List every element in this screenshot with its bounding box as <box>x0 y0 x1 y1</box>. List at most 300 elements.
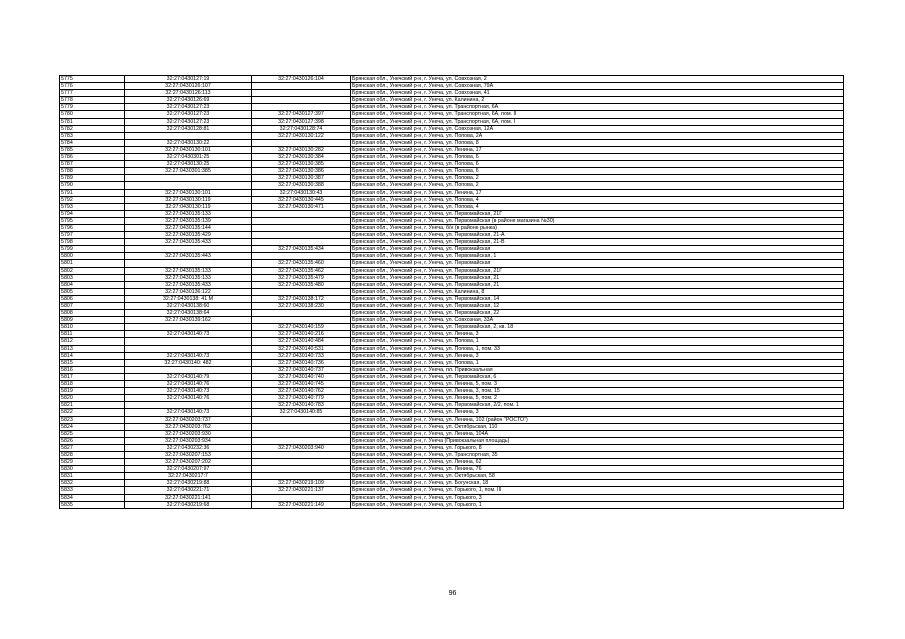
object-number-cell <box>252 104 351 111</box>
row-number-cell: 5833 <box>60 487 125 494</box>
row-number-cell: 5788 <box>60 168 125 175</box>
address-cell: Брянская обл., Унечский р-н, г. Унеча, ул. Ленина, 76 <box>351 466 844 473</box>
address-cell: Брянская обл., Унечский р-н, г. Унеча, ул. Попова, 4 <box>351 196 844 203</box>
table-row <box>60 437 844 444</box>
object-number-cell: 32:27:0430135:462 <box>252 267 351 274</box>
table-row <box>60 146 844 153</box>
row-number-cell: 5821 <box>60 402 125 409</box>
row-number-cell: 5809 <box>60 317 125 324</box>
object-number-cell: 32:27:0430128:74 <box>252 125 351 132</box>
object-number-cell <box>252 210 351 217</box>
table-row <box>60 203 844 210</box>
table-row <box>60 182 844 189</box>
table-row <box>60 494 844 501</box>
row-number-cell: 5793 <box>60 203 125 210</box>
address-cell: Брянская обл., Унечский р-н, г. Унеча, ул. Первомайская, 21-В <box>351 239 844 246</box>
object-number-cell <box>252 423 351 430</box>
object-number-cell <box>252 416 351 423</box>
row-number-cell: 5811 <box>60 331 125 338</box>
object-number-cell: 32:27:0430140:159 <box>252 324 351 331</box>
address-cell: Брянская обл., Унечский р-н, г. Унеча, ул. Богунская, 18 <box>351 480 844 487</box>
row-number-cell: 5834 <box>60 494 125 501</box>
row-number-cell: 5797 <box>60 232 125 239</box>
address-cell: Брянская обл., Унечский р-н, г. Унеча, ул. Ленина, 3 <box>351 409 844 416</box>
row-number-cell: 5775 <box>60 76 125 83</box>
cadastral-number-cell: 32:27:0430135:144 <box>125 224 252 231</box>
object-number-cell <box>252 437 351 444</box>
address-cell: Брянская обл., Унечский р-н, г. Унеча, б/н (в районе рынка) <box>351 224 844 231</box>
cadastral-number-cell <box>125 260 252 267</box>
object-number-cell <box>252 253 351 260</box>
object-number-cell: 32:27:0430130:384 <box>252 154 351 161</box>
cadastral-number-cell: 32:27:0430232:36 <box>125 444 252 451</box>
table-row <box>60 352 844 359</box>
row-number-cell: 5826 <box>60 437 125 444</box>
object-number-cell <box>252 317 351 324</box>
address-cell: Брянская обл., Унечский р-н, г. Унеча, ул. Ленина, 3, пом. 15 <box>351 388 844 395</box>
address-cell: Брянская обл., Унечский р-н, г. Унеча, ул. Ленина, 62 <box>351 459 844 466</box>
object-number-cell: 32:27:0430221:137 <box>252 487 351 494</box>
table-row <box>60 76 844 83</box>
table-row <box>60 83 844 90</box>
object-number-cell: 32:27:0430140:216 <box>252 331 351 338</box>
table-row <box>60 444 844 451</box>
address-cell: Брянская обл., Унечский р-н, г. Унеча, ул. Первомайская, 21Г <box>351 267 844 274</box>
address-cell: Брянская обл., Унечский р-н, г. Унеча, ул. Совхозная, 2 <box>351 76 844 83</box>
object-number-cell: 32:27:0430127:398 <box>252 118 351 125</box>
cadastral-number-cell: 32:27:0430126:69 <box>125 97 252 104</box>
row-number-cell: 5825 <box>60 430 125 437</box>
cadastral-number-cell: 32:27:0430130:101 <box>125 189 252 196</box>
address-cell: Брянская обл., Унечский р-н, г. Унеча, ул. Попова, 2 <box>351 175 844 182</box>
object-number-cell: 32:27:0430140:783 <box>252 402 351 409</box>
cadastral-number-cell: 32:27:0430126:107 <box>125 83 252 90</box>
row-number-cell: 5830 <box>60 466 125 473</box>
table-row <box>60 317 844 324</box>
address-cell: Брянская обл., Унечский р-н, г. Унеча, ул. Ленина, 5, пом. 2 <box>351 395 844 402</box>
table-row <box>60 189 844 196</box>
address-cell: Брянская обл., Унечский р-н, г. Унеча, ул. Первомайская, 22 <box>351 310 844 317</box>
row-number-cell: 5800 <box>60 253 125 260</box>
object-number-cell: 32:27:0430135:434 <box>252 246 351 253</box>
table-row <box>60 423 844 430</box>
cadastral-number-cell: 32:27:0430140:76 <box>125 381 252 388</box>
object-number-cell <box>252 83 351 90</box>
row-number-cell: 5792 <box>60 196 125 203</box>
cadastral-number-cell <box>125 132 252 139</box>
object-number-cell: 32:27:0430140:740 <box>252 373 351 380</box>
page-number: 96 <box>448 590 457 597</box>
row-number-cell: 5805 <box>60 288 125 295</box>
row-number-cell: 5795 <box>60 217 125 224</box>
address-cell: Брянская обл., Унечский р-н, г. Унеча, ул. Горького, 1, пом. III <box>351 487 844 494</box>
row-number-cell: 5813 <box>60 345 125 352</box>
row-number-cell: 5777 <box>60 90 125 97</box>
row-number-cell: 5801 <box>60 260 125 267</box>
table-row <box>60 217 844 224</box>
address-cell: Брянская обл., Унечский р-н, г. Унеча, ул. Совхозная, 33А <box>351 317 844 324</box>
address-cell: Брянская обл., Унечский р-н, г. Унеча, ул. Октябрьская, 58 <box>351 473 844 480</box>
cadastral-number-cell: 32:27:0430128:81 <box>125 125 252 132</box>
object-number-cell: 32:27:0430203:940 <box>252 444 351 451</box>
table-row <box>60 210 844 217</box>
address-cell: Брянская обл., Унечский р-н, г. Унеча, ул. Калинина, 2 <box>351 97 844 104</box>
cadastral-number-cell: 32:27:0430221:71 <box>125 487 252 494</box>
table-row <box>60 274 844 281</box>
object-number-cell <box>252 139 351 146</box>
cadastral-number-cell: 32:27:0430135:133 <box>125 274 252 281</box>
address-cell: Брянская обл., Унечский р-н, г. Унеча, ул. Попова, 6 <box>351 154 844 161</box>
table-row <box>60 168 844 175</box>
row-number-cell: 5779 <box>60 104 125 111</box>
cadastral-number-cell: 32:27:0430301:385 <box>125 168 252 175</box>
object-number-cell: 32:27:0430219:109 <box>252 480 351 487</box>
address-cell: Брянская обл., Унечский р-н, г. Унеча, ул. Первомайская, 21 <box>351 281 844 288</box>
table-row <box>60 118 844 125</box>
address-cell: Брянская обл., Унечский р-н, г. Унеча, ул. Попова, 6 <box>351 168 844 175</box>
cadastral-number-cell: 32:27:0430139:162 <box>125 317 252 324</box>
table-row <box>60 366 844 373</box>
table-row <box>60 253 844 260</box>
table-row <box>60 90 844 97</box>
address-cell: Брянская обл., Унечский р-н, г. Унеча, ул. Попова, 1, пом. 33 <box>351 345 844 352</box>
cadastral-number-cell: 32:27:0430301:25 <box>125 154 252 161</box>
row-number-cell: 5781 <box>60 118 125 125</box>
cadastral-number-cell: 32:27:0430207:97 <box>125 466 252 473</box>
table-row <box>60 345 844 352</box>
cadastral-number-cell <box>125 338 252 345</box>
cadastral-number-cell <box>125 246 252 253</box>
address-cell: Брянская обл., Унечский р-н, г. Унеча, ул. Совхозная, 79А <box>351 83 844 90</box>
table-row <box>60 303 844 310</box>
table-row <box>60 175 844 182</box>
object-number-cell <box>252 239 351 246</box>
object-number-cell <box>252 288 351 295</box>
address-cell: Брянская обл., Унечский р-н, г. Унеча, ул. Попова, 2 <box>351 182 844 189</box>
table-row <box>60 451 844 458</box>
cadastral-number-cell: 32:27:0430138: 41 М <box>125 295 252 302</box>
address-cell: Брянская обл., Унечский р-н, г. Унеча, ул. Первомайская (в районе магазина №30) <box>351 217 844 224</box>
address-cell: Брянская обл., Унечский р-н, г. Унеча, ул. Транспортная, 6А, пом. I <box>351 118 844 125</box>
object-number-cell <box>252 224 351 231</box>
table-row <box>60 295 844 302</box>
cadastral-number-cell: 32:27:0430203:762 <box>125 423 252 430</box>
object-number-cell: 32:27:0430221:149 <box>252 501 351 508</box>
row-number-cell: 5798 <box>60 239 125 246</box>
row-number-cell: 5824 <box>60 423 125 430</box>
object-number-cell: 32:27:0430130:388 <box>252 182 351 189</box>
table-row <box>60 466 844 473</box>
table-row <box>60 260 844 267</box>
registry-table <box>59 75 844 509</box>
table-row <box>60 288 844 295</box>
row-number-cell: 5823 <box>60 416 125 423</box>
row-number-cell: 5780 <box>60 111 125 118</box>
object-number-cell: 32:27:0430138:172 <box>252 295 351 302</box>
cadastral-number-cell: 32:27:0430126:113 <box>125 90 252 97</box>
object-number-cell: 32:27:0430140:736 <box>252 359 351 366</box>
table-row <box>60 430 844 437</box>
object-number-cell: 32:27:0430140:762 <box>252 388 351 395</box>
object-number-cell: 32:27:0430140:531 <box>252 345 351 352</box>
cadastral-number-cell: 32:27:0430140:73 <box>125 352 252 359</box>
cadastral-number-cell: 32:27:0430130:119 <box>125 196 252 203</box>
address-cell: Брянская обл., Унечский р-н, г. Унеча, ул. Первомайская, 21 <box>351 274 844 281</box>
row-number-cell: 5784 <box>60 139 125 146</box>
row-number-cell: 5807 <box>60 303 125 310</box>
row-number-cell: 5835 <box>60 501 125 508</box>
object-number-cell: 32:27:0430130:471 <box>252 203 351 210</box>
row-number-cell: 5799 <box>60 246 125 253</box>
table-row <box>60 416 844 423</box>
row-number-cell: 5787 <box>60 161 125 168</box>
address-cell: Брянская обл., Унечский р-н, г. Унеча, ул. Транспортная, 6А <box>351 104 844 111</box>
object-number-cell: 32:27:0430130:445 <box>252 196 351 203</box>
cadastral-number-cell: 32:27:0430138:64 <box>125 310 252 317</box>
table-row <box>60 125 844 132</box>
table-row <box>60 459 844 466</box>
address-cell: Брянская обл., Унечский р-н, г. Унеча, ул. Попова, 2А <box>351 132 844 139</box>
object-number-cell: 32:27:0430130:385 <box>252 161 351 168</box>
table-row <box>60 246 844 253</box>
object-number-cell: 32:27:0430130:122 <box>252 132 351 139</box>
object-number-cell: 32:27:0430135:480 <box>252 281 351 288</box>
object-number-cell: 32:27:0430140:484 <box>252 338 351 345</box>
row-number-cell: 5789 <box>60 175 125 182</box>
row-number-cell: 5829 <box>60 459 125 466</box>
cadastral-number-cell: 32:27:0430140:73 <box>125 388 252 395</box>
table-row <box>60 139 844 146</box>
object-number-cell: 32:27:0430126:104 <box>252 76 351 83</box>
table-row <box>60 132 844 139</box>
cadastral-number-cell: 32:27:0430135:429 <box>125 232 252 239</box>
row-number-cell: 5802 <box>60 267 125 274</box>
object-number-cell <box>252 473 351 480</box>
row-number-cell: 5815 <box>60 359 125 366</box>
address-cell: Брянская обл., Унечский р-н, г. Унеча, ул. Попова, 1 <box>351 359 844 366</box>
cadastral-number-cell: 32:27:0430217:7 <box>125 473 252 480</box>
table-row <box>60 224 844 231</box>
address-cell: Брянская обл., Унечский р-н, г. Унеча, ул. Первомайская, 2/2, пом. 1 <box>351 402 844 409</box>
address-cell: Брянская обл., Унечский р-н, г. Унеча, пл. Привокзальная <box>351 366 844 373</box>
table-row <box>60 161 844 168</box>
object-number-cell <box>252 494 351 501</box>
address-cell: Брянская обл., Унечский р-н, г. Унеча, ул. Ленина, 3 <box>351 331 844 338</box>
cadastral-number-cell: 32:27:0430135:433 <box>125 281 252 288</box>
address-cell: Брянская обл., Унечский р-н, г. Унеча, ул. Первомайская, 2, кв. 18 <box>351 324 844 331</box>
address-cell: Брянская обл., Унечский р-н, г. Унеча, ул. Первомайская, 21Г <box>351 210 844 217</box>
row-number-cell: 5828 <box>60 451 125 458</box>
cadastral-number-cell: 32:27:0430140:73 <box>125 331 252 338</box>
address-cell: Брянская обл., Унечский р-н, г. Унеча, ул. Горького, 1 <box>351 501 844 508</box>
address-cell: Брянская обл., Унечский р-н, г. Унеча, ул. Попова, 8 <box>351 139 844 146</box>
address-cell: Брянская обл., Унечский р-н, г. Унеча, ул. Совхозная, 12А <box>351 125 844 132</box>
cadastral-number-cell: 32:27:0430135:433 <box>125 239 252 246</box>
row-number-cell: 5808 <box>60 310 125 317</box>
table-row <box>60 487 844 494</box>
cadastral-number-cell: 32:27:0430135:133 <box>125 210 252 217</box>
address-cell: Брянская обл., Унечский р-н, г. Унеча, ул. Горького, 8 <box>351 444 844 451</box>
cadastral-number-cell: 32:27:0430138:60 <box>125 303 252 310</box>
row-number-cell: 5810 <box>60 324 125 331</box>
object-number-cell: 32:27:0430130:43 <box>252 189 351 196</box>
table-row <box>60 331 844 338</box>
row-number-cell: 5804 <box>60 281 125 288</box>
object-number-cell: 32:27:0430140:745 <box>252 381 351 388</box>
table-row <box>60 111 844 118</box>
object-number-cell: 32:27:0430140:779 <box>252 395 351 402</box>
cadastral-number-cell: 32:27:0430127:19 <box>125 76 252 83</box>
table-row <box>60 381 844 388</box>
cadastral-number-cell: 32:27:0430127:23 <box>125 111 252 118</box>
object-number-cell: 32:27:0430135:479 <box>252 274 351 281</box>
address-cell: Брянская обл., Унечский р-н, г. Унеча, ул. Ленина, 102 (район "РОСТО") <box>351 416 844 423</box>
object-number-cell: 32:27:0430140:737 <box>252 366 351 373</box>
table-row <box>60 409 844 416</box>
row-number-cell: 5819 <box>60 388 125 395</box>
table-row <box>60 154 844 161</box>
cadastral-number-cell <box>125 182 252 189</box>
object-number-cell <box>252 232 351 239</box>
table-row <box>60 232 844 239</box>
cadastral-number-cell: 32:27:0430203:930 <box>125 430 252 437</box>
address-cell: Брянская обл., Унечский р-н, г. Унеча, ул. Горького, 3 <box>351 494 844 501</box>
object-number-cell <box>252 217 351 224</box>
address-cell: Брянская обл., Унечский р-н, г. Унеча, ул. Ленина, 104А <box>351 430 844 437</box>
row-number-cell: 5794 <box>60 210 125 217</box>
row-number-cell: 5790 <box>60 182 125 189</box>
object-number-cell <box>252 97 351 104</box>
cadastral-number-cell: 32:27:0430130:22 <box>125 139 252 146</box>
row-number-cell: 5783 <box>60 132 125 139</box>
row-number-cell: 5817 <box>60 373 125 380</box>
table-row <box>60 395 844 402</box>
object-number-cell <box>252 310 351 317</box>
row-number-cell: 5827 <box>60 444 125 451</box>
object-number-cell: 32:27:0430130:387 <box>252 175 351 182</box>
cadastral-number-cell: 32:27:0430135:443 <box>125 253 252 260</box>
object-number-cell <box>252 459 351 466</box>
address-cell: Брянская обл., Унечский р-н, г. Унеча, ул. Ленина, 3 <box>351 352 844 359</box>
object-number-cell: 32:27:0430130:282 <box>252 146 351 153</box>
object-number-cell: 32:27:0430140:85 <box>252 409 351 416</box>
address-cell: Брянская обл., Унечский р-н, г. Унеча, ул. Первомайская, 1 <box>351 253 844 260</box>
row-number-cell: 5791 <box>60 189 125 196</box>
table-row <box>60 324 844 331</box>
cadastral-number-cell <box>125 175 252 182</box>
address-cell: Брянская обл., Унечский р-н, г. Унеча, ул. Ленина, 17 <box>351 189 844 196</box>
row-number-cell: 5818 <box>60 381 125 388</box>
address-cell: Брянская обл., Унечский р-н, г. Унеча, ул. Первомайская <box>351 246 844 253</box>
object-number-cell: 32:27:0430140:733 <box>252 352 351 359</box>
cadastral-number-cell: 32:27:0430203:737 <box>125 416 252 423</box>
cadastral-number-cell: 32:27:0430127:23 <box>125 104 252 111</box>
table-row <box>60 480 844 487</box>
row-number-cell: 5816 <box>60 366 125 373</box>
cadastral-number-cell: 32:27:0430136:122 <box>125 288 252 295</box>
address-cell: Брянская обл., Унечский р-н, г. Унеча, ул. Ленина, 17 <box>351 146 844 153</box>
object-number-cell: 32:27:0430138:230 <box>252 303 351 310</box>
address-cell: Брянская обл., Унечский р-н, г. Унеча, ул. Октябрьская, 110 <box>351 423 844 430</box>
cadastral-number-cell: 32:27:0430130:25 <box>125 161 252 168</box>
table-row <box>60 402 844 409</box>
object-number-cell <box>252 451 351 458</box>
address-cell: Брянская обл., Унечский р-н, г. Унеча, ул. Транспортная, 35 <box>351 451 844 458</box>
cadastral-number-cell: 32:27:0430140:76 <box>125 395 252 402</box>
table-row <box>60 338 844 345</box>
row-number-cell: 5822 <box>60 409 125 416</box>
row-number-cell: 5782 <box>60 125 125 132</box>
cadastral-number-cell: 32:27:0430219:68 <box>125 501 252 508</box>
cadastral-number-cell <box>125 324 252 331</box>
table-row <box>60 473 844 480</box>
row-number-cell: 5812 <box>60 338 125 345</box>
address-cell: Брянская обл., Унечский р-н, г. Унеча, ул. Первомайская <box>351 260 844 267</box>
row-number-cell: 5831 <box>60 473 125 480</box>
address-cell: Брянская обл., Унечский р-н, г. Унеча, ул. Попова, 4 <box>351 203 844 210</box>
row-number-cell: 5820 <box>60 395 125 402</box>
address-cell: Брянская обл., Унечский р-н, г. Унеча, ул. Совхозная, 41 <box>351 90 844 97</box>
cadastral-number-cell <box>125 366 252 373</box>
address-cell: Брянская обл., Унечский р-н, г. Унеча, ул. Первомайская, 14 <box>351 295 844 302</box>
table-row <box>60 501 844 508</box>
table-row <box>60 196 844 203</box>
cadastral-number-cell: 32:27:0430207:153 <box>125 451 252 458</box>
address-cell: Брянская обл., Унечский р-н, г. Унеча, ул. Первомайская, 6 <box>351 373 844 380</box>
cadastral-number-cell: 32:27:0430135:139 <box>125 217 252 224</box>
cadastral-number-cell: 32:27:0430219:88 <box>125 480 252 487</box>
table-row <box>60 281 844 288</box>
cadastral-number-cell: 32:27:0430127:23 <box>125 118 252 125</box>
table-row <box>60 359 844 366</box>
cadastral-number-cell: 32:27:0430140:79 <box>125 373 252 380</box>
object-number-cell: 32:27:0430127:397 <box>252 111 351 118</box>
cadastral-number-cell: 32:27:0430130:119 <box>125 203 252 210</box>
row-number-cell: 5778 <box>60 97 125 104</box>
cadastral-number-cell <box>125 402 252 409</box>
row-number-cell: 5776 <box>60 83 125 90</box>
address-cell: Брянская обл., Унечский р-н, г. Унеча, ул. Ленина, 5, пом. 3 <box>351 381 844 388</box>
object-number-cell <box>252 466 351 473</box>
cadastral-number-cell: 32:27:0430130:101 <box>125 146 252 153</box>
address-cell: Брянская обл., Унечский р-н, г. Унеча, ул. Транспортная, 6А, пом. II <box>351 111 844 118</box>
registry-table-body <box>60 76 844 509</box>
row-number-cell: 5806 <box>60 295 125 302</box>
cadastral-number-cell: 32:27:0430203:934 <box>125 437 252 444</box>
row-number-cell: 5814 <box>60 352 125 359</box>
address-cell: Брянская обл., Унечский р-н, г. Унеча, ул. Попова, 1 <box>351 338 844 345</box>
cadastral-number-cell: 32:27:0430140: 482 <box>125 359 252 366</box>
table-row <box>60 104 844 111</box>
cadastral-number-cell: 32:27:0430135:133 <box>125 267 252 274</box>
cadastral-number-cell: 32:27:0430207:202 <box>125 459 252 466</box>
row-number-cell: 5796 <box>60 224 125 231</box>
table-row <box>60 267 844 274</box>
address-cell: Брянская обл., Унечский р-н, г. Унеча, ул. Первомайская, 12 <box>351 303 844 310</box>
cadastral-number-cell: 32:27:0430221:141 <box>125 494 252 501</box>
table-row <box>60 388 844 395</box>
row-number-cell: 5832 <box>60 480 125 487</box>
table-row <box>60 239 844 246</box>
address-cell: Брянская обл., Унечский р-н, г. Унеча, ул. Попова, 6 <box>351 161 844 168</box>
table-row <box>60 310 844 317</box>
object-number-cell <box>252 90 351 97</box>
object-number-cell: 32:27:0430130:386 <box>252 168 351 175</box>
cadastral-number-cell: 32:27:0430140:73 <box>125 409 252 416</box>
row-number-cell: 5786 <box>60 154 125 161</box>
address-cell: Брянская обл., Унечский р-н, г. Унеча, ул. Калинина, 8 <box>351 288 844 295</box>
object-number-cell: 32:27:0430135:460 <box>252 260 351 267</box>
